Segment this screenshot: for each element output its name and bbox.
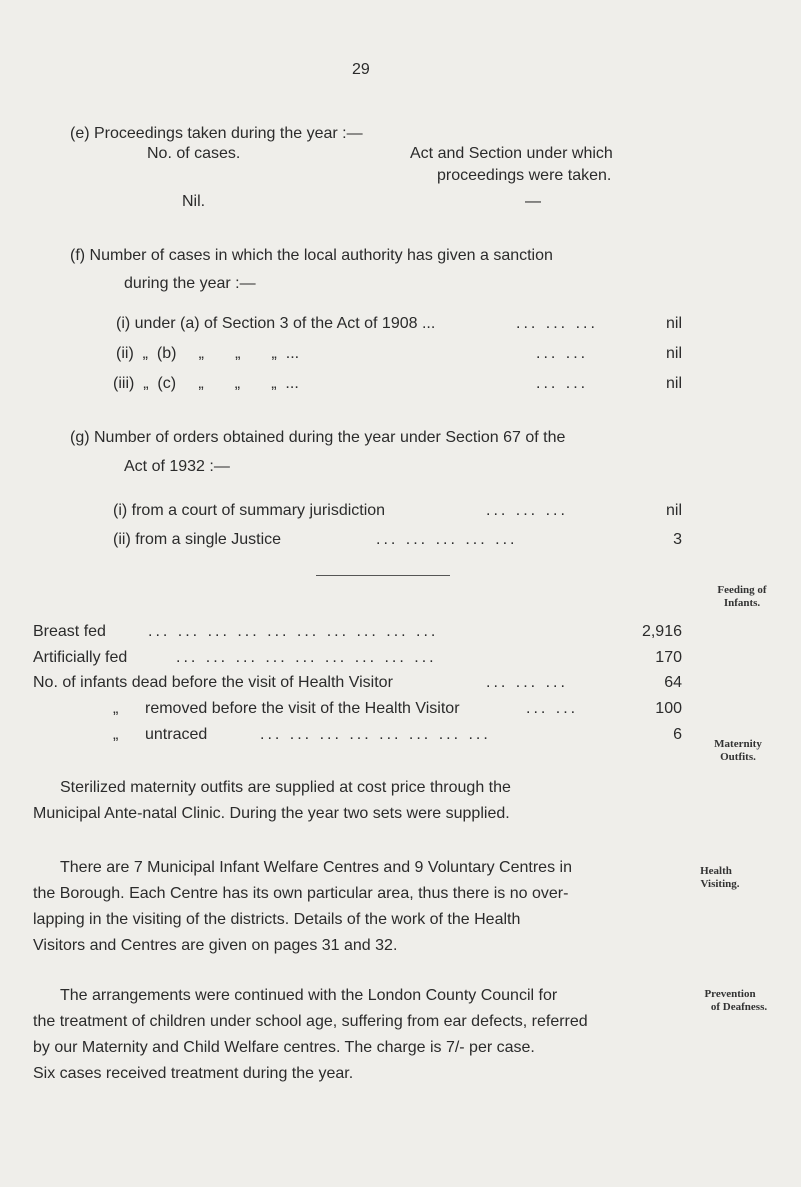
feeding-row-value: 64: [664, 674, 682, 691]
feeding-row-label: „ removed before the visit of the Health Visitor: [113, 700, 460, 717]
leader-dots: ... ... ...: [516, 315, 598, 332]
section-g-heading-line1: (g) Number of orders obtained during the year under Section 67 of the: [70, 429, 566, 446]
health-paragraph-line: the Borough. Each Centre has its own particular area, thus there is no over-: [33, 885, 569, 902]
leader-dots: ... ... ... ... ... ... ... ... ...: [176, 649, 437, 666]
side-note-health-line1: Health: [700, 865, 732, 877]
feeding-row-value: 170: [655, 649, 682, 666]
side-note-health-line2: Visiting.: [700, 878, 740, 890]
feeding-row-label: No. of infants dead before the visit of Health Visitor: [33, 674, 393, 691]
deafness-paragraph-line: Six cases received treatment during the year.: [33, 1065, 354, 1082]
section-f-item-value: nil: [665, 315, 682, 332]
section-e-col2-header-line2: proceedings were taken.: [437, 167, 612, 184]
leader-dots: ... ... ... ... ...: [376, 531, 518, 548]
page-number: 29: [352, 61, 370, 78]
section-f-heading-line1: (f) Number of cases in which the local authority has given a sanction: [70, 247, 553, 264]
section-f-item-label: (ii) „ (b) „ „ „ ...: [116, 345, 300, 362]
section-g-heading-line2: Act of 1932 :—: [124, 458, 230, 475]
side-note-feeding-line2: Infants.: [723, 597, 761, 609]
leader-dots: ... ... ...: [486, 502, 568, 519]
section-e-col2-value: —: [525, 193, 541, 210]
section-g-item-value: 3: [673, 531, 682, 548]
feeding-row-label: Artificially fed: [33, 649, 128, 666]
leader-dots: ... ... ...: [486, 674, 568, 691]
section-e-col2-header-line1: Act and Section under which: [410, 145, 613, 162]
section-f-heading-line2: during the year :—: [124, 275, 256, 292]
deafness-paragraph-line: the treatment of children under school age, suffering from ear defects, referred: [33, 1013, 588, 1030]
feeding-row-value: 6: [673, 726, 682, 743]
section-g-item-label: (ii) from a single Justice: [113, 531, 282, 548]
section-f-item-value: nil: [665, 345, 682, 362]
side-note-maternity-line2: Outfits.: [720, 751, 756, 763]
maternity-paragraph-line: Sterilized maternity outfits are supplied at cost price through the: [60, 779, 511, 796]
side-note-maternity-line1: Maternity: [714, 738, 762, 750]
feeding-row-label: Breast fed: [33, 623, 106, 640]
leader-dots: ... ... ... ... ... ... ... ...: [260, 726, 491, 743]
section-g-item-value: nil: [665, 502, 682, 519]
section-e-heading: (e) Proceedings taken during the year :—: [70, 125, 363, 142]
section-e-col1-header: No. of cases.: [147, 145, 241, 162]
side-note-deafness-line1: Prevention: [704, 988, 756, 1000]
section-g-item-label: (i) from a court of summary jurisdiction: [113, 502, 386, 519]
leader-dots: ... ...: [526, 700, 579, 717]
leader-dots: ... ... ... ... ... ... ... ... ... ...: [148, 623, 439, 640]
deafness-paragraph-line: by our Maternity and Child Welfare centres. The charge is 7/- per case.: [33, 1039, 535, 1056]
health-paragraph-line: lapping in the visiting of the districts. Details of the work of the Health: [33, 911, 521, 928]
section-f-item-label: (iii) „ (c) „ „ „ ...: [113, 375, 299, 392]
section-f-item-label: (i) under (a) of Section 3 of the Act of 1908 ...: [116, 315, 436, 332]
side-note-feeding-line1: Feeding of: [717, 584, 767, 596]
health-paragraph-line: Visitors and Centres are given on pages 31 and 32.: [33, 937, 398, 954]
feeding-row-label: „ untraced: [113, 726, 208, 743]
leader-dots: ... ...: [536, 375, 589, 392]
leader-dots: ... ...: [536, 345, 589, 362]
deafness-paragraph-line: The arrangements were continued with the London County Council for: [60, 987, 558, 1004]
section-divider: [316, 575, 450, 576]
section-f-item-value: nil: [665, 375, 682, 392]
maternity-paragraph-line: Municipal Ante-natal Clinic. During the year two sets were supplied.: [33, 805, 510, 822]
side-note-deafness-line2: of Deafness.: [710, 1001, 768, 1013]
health-paragraph-line: There are 7 Municipal Infant Welfare Centres and 9 Voluntary Centres in: [60, 859, 572, 876]
feeding-row-value: 100: [655, 700, 682, 717]
feeding-row-value: 2,916: [641, 623, 682, 640]
section-e-col1-value: Nil.: [182, 193, 206, 210]
